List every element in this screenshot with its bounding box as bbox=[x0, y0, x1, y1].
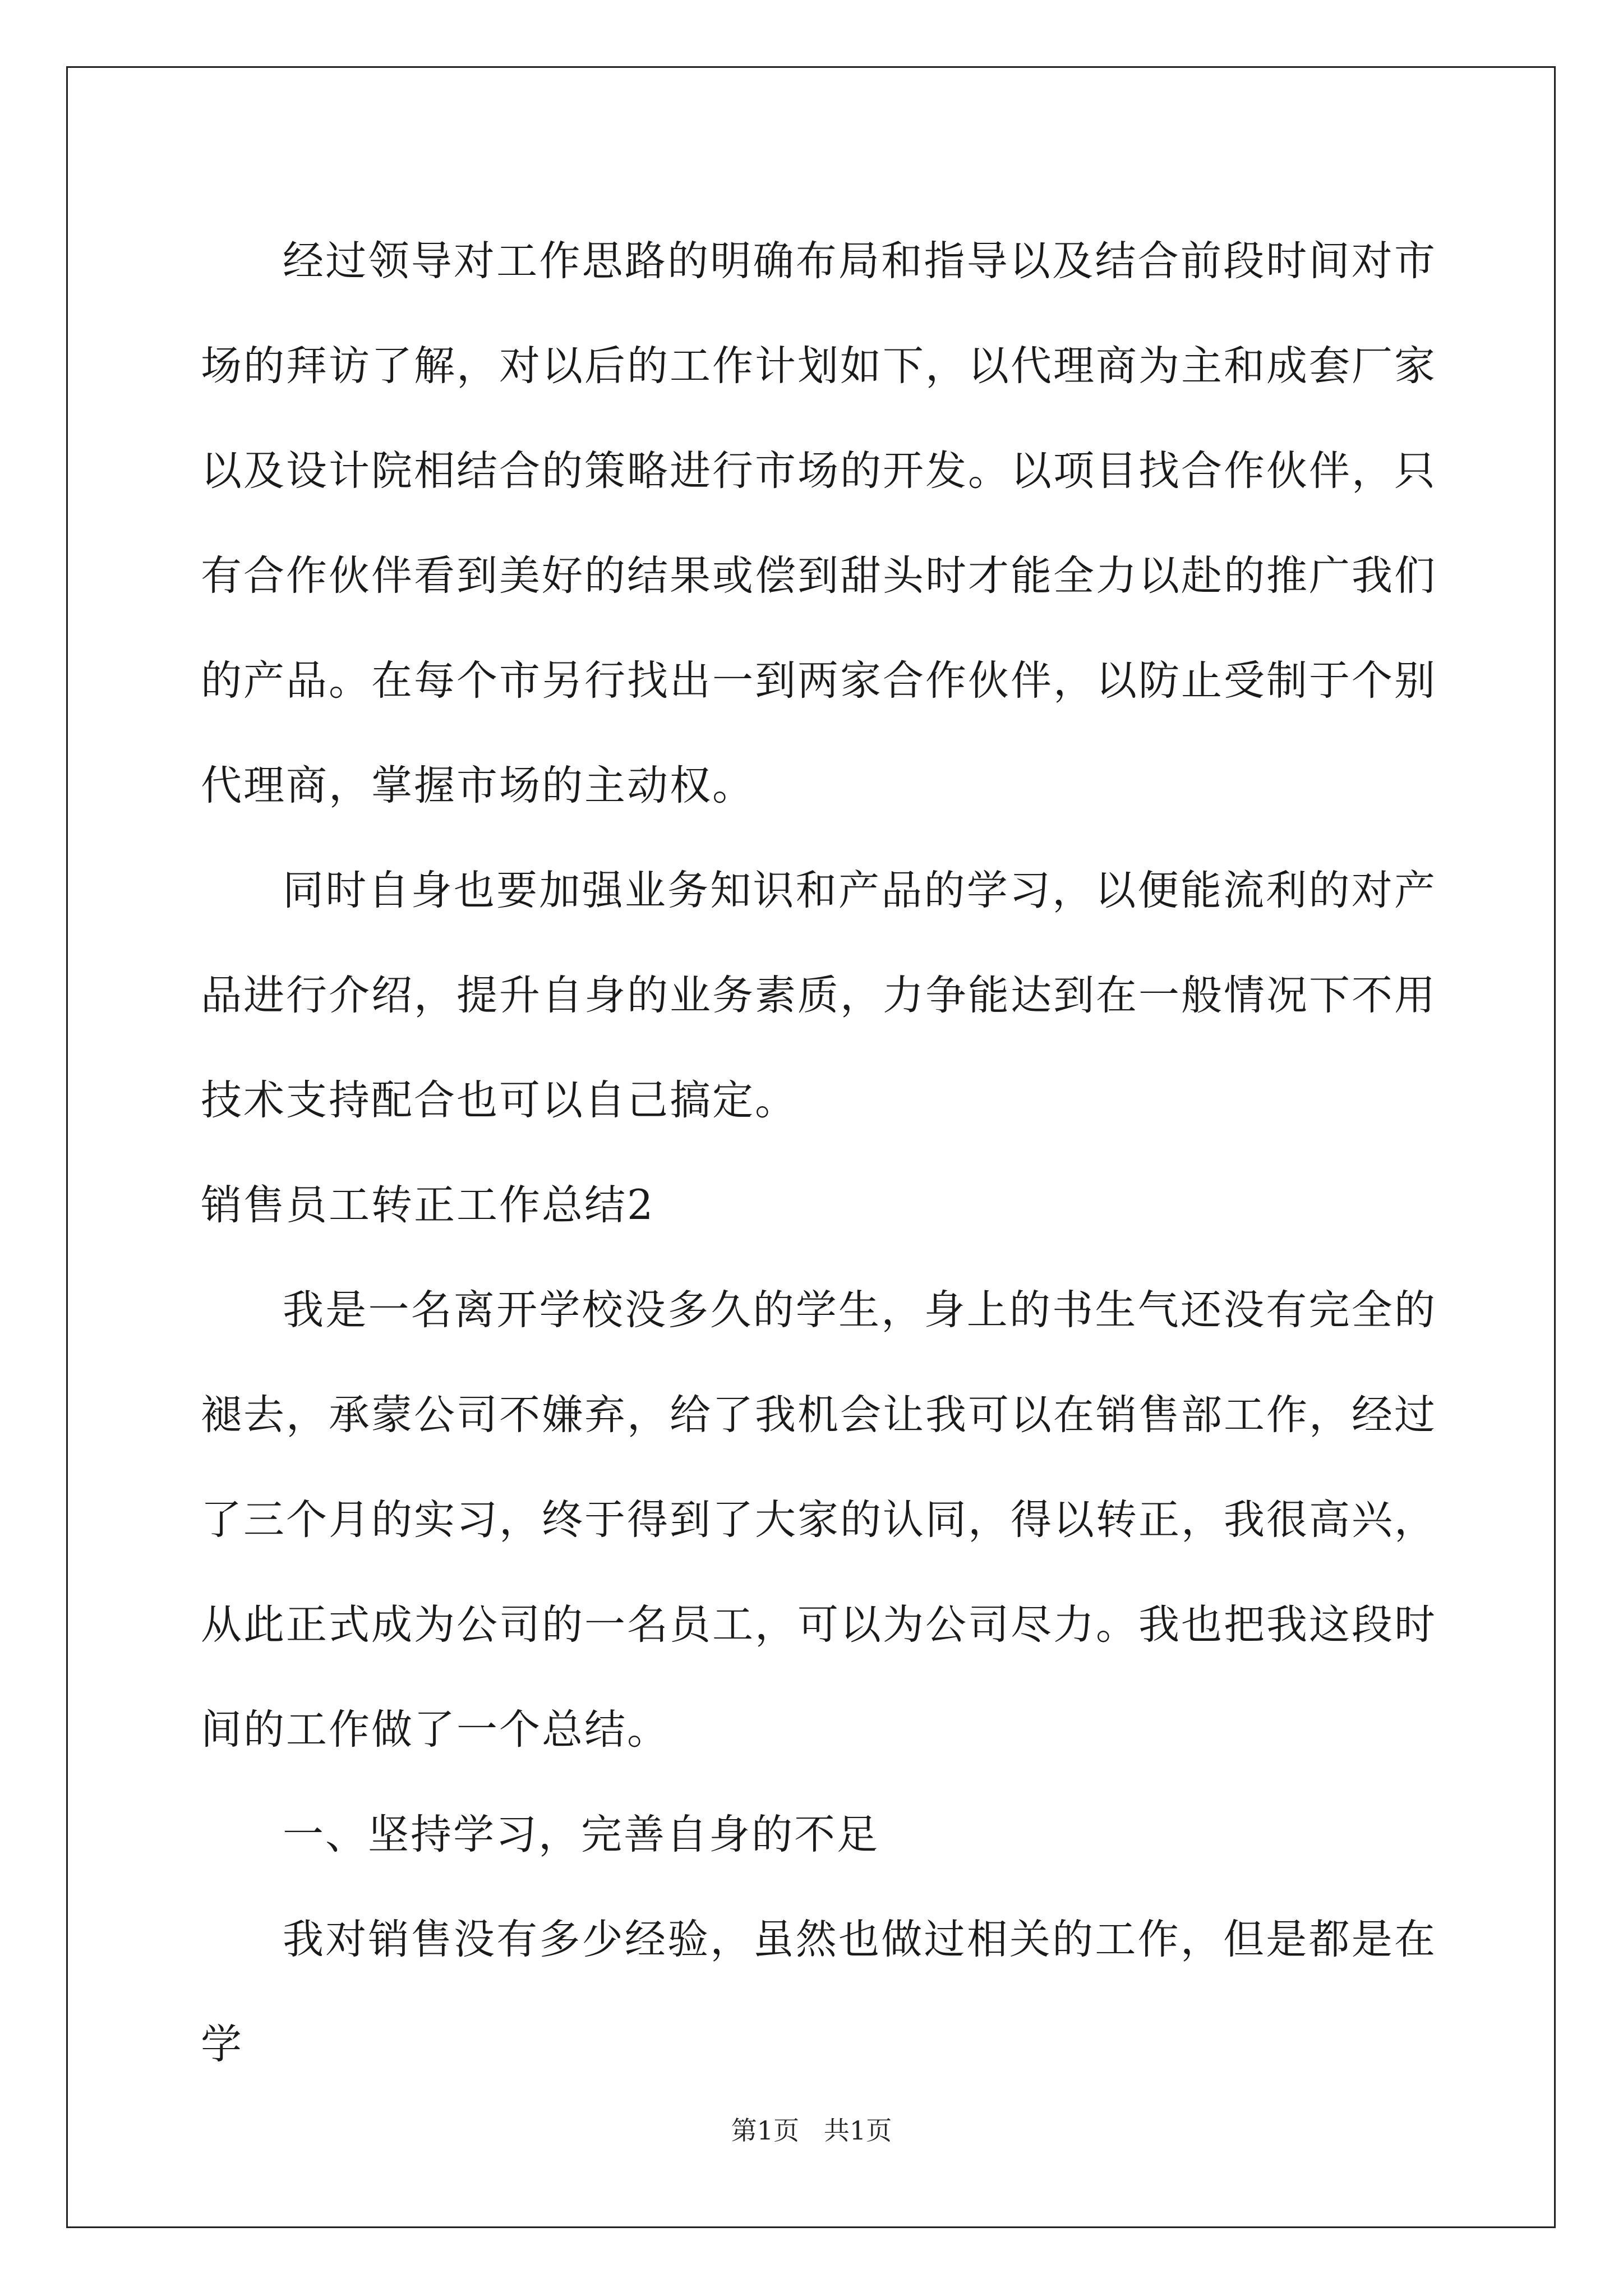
paragraph-sales-experience: 我对销售没有多少经验，虽然也做过相关的工作，但是都是在学 bbox=[201, 1916, 1437, 2068]
section-title: 销售员工转正工作总结2 bbox=[201, 1181, 655, 1229]
subheading-keep-learning: 一、坚持学习，完善自身的不足 bbox=[283, 1811, 879, 1858]
paragraph-self-improvement: 同时自身也要加强业务知识和产品的学习，以便能流利的对产品进行介绍，提升自身的业务素质，力争能达到在一般情况下不用技术支持配合也可以自己搞定。 bbox=[201, 867, 1437, 1124]
paragraph-work-plan: 经过领导对工作思路的明确布局和指导以及结合前段时间对市场的拜访了解，对以后的工作计划如下，以代理商为主和成套厂家以及设计院相结合的策略进行市场的开发。以项目找合作伙伴，只有合作伙伴看到美好的结果或偿到甜头时才能全力以赴的推广我们的产品。在每个市另行找出一到两家合作伙伴，以防止受制于个别代理商，掌握市场的主动权。 bbox=[201, 237, 1437, 809]
page-number-footer: 第1页 共1页 bbox=[731, 2115, 892, 2146]
paragraph-introduction: 我是一名离开学校没多久的学生，身上的书生气还没有完全的褪去，承蒙公司不嫌弃，给了我机会让我可以在销售部工作，经过了三个月的实习，终于得到了大家的认同，得以转正，我很高兴，从此正式成为公司的一名员工，可以为公司尽力。我也把我这段时间的工作做了一个总结。 bbox=[201, 1286, 1437, 1754]
document-body bbox=[201, 209, 1437, 2097]
